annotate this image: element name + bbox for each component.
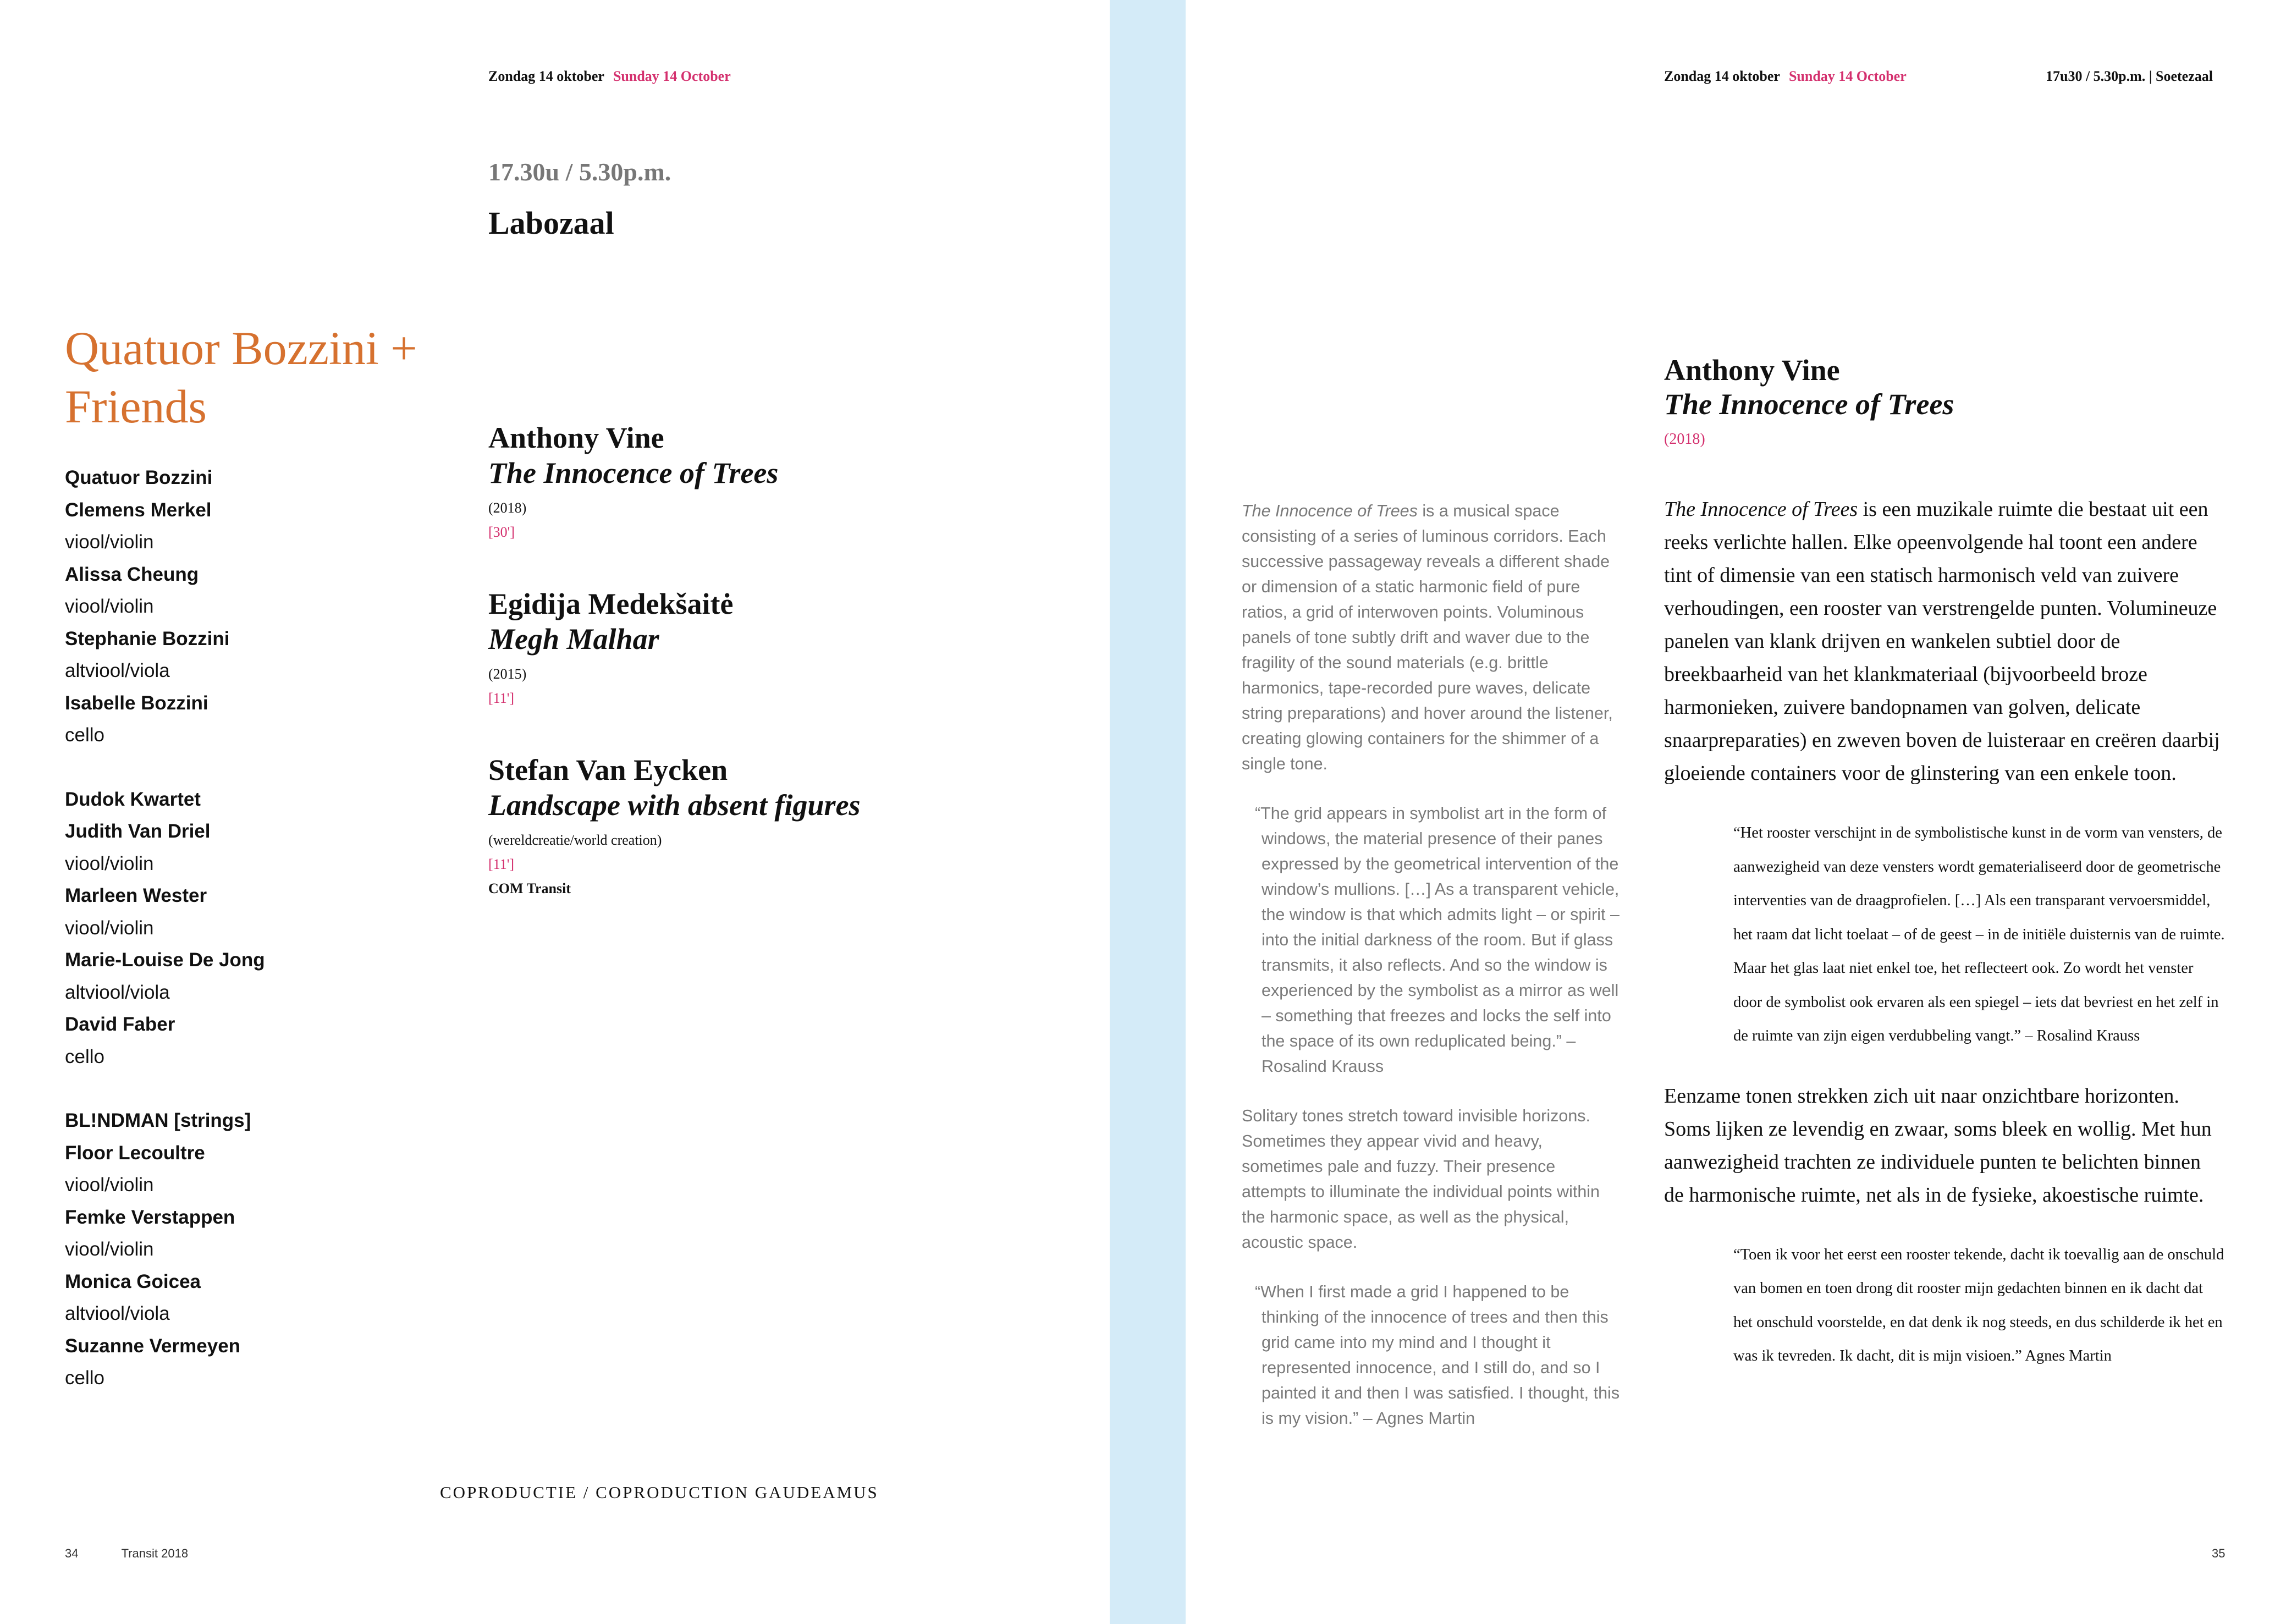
performer-role: viool/violin (65, 531, 154, 553)
coproduction-credit: COPRODUCTIE / COPRODUCTION GAUDEAMUS (440, 1483, 879, 1502)
dutch-work-heading (1664, 353, 2214, 452)
program-work (488, 420, 983, 544)
performer-name: Marleen Wester (65, 885, 207, 906)
group-name: Dudok Kwartet (65, 788, 201, 810)
english-work-title: The Innocence of Trees (1242, 502, 1418, 520)
page-gutter (1110, 0, 1186, 1624)
dutch-paragraph (1664, 493, 2225, 790)
ensemble-title: Quatuor Bozzini + Friends (65, 322, 417, 433)
english-text-column (1242, 498, 1621, 1455)
performer-roster (65, 462, 450, 1427)
performer-role: cello (65, 1045, 104, 1067)
performer-role: viool/violin (65, 596, 154, 617)
work-title: Landscape with absent figures (488, 789, 861, 822)
work-year: (2018) (488, 500, 527, 516)
runhead-time-venue: 17u30 / 5.30p.m. | Soetezaal (2046, 68, 2213, 84)
publication-name: Transit 2018 (121, 1546, 189, 1560)
concert-time: 17.30u / 5.30p.m. (488, 158, 671, 186)
page-number: 34 (65, 1546, 79, 1560)
right-running-header (1664, 68, 1907, 85)
work-duration: [11'] (488, 856, 515, 872)
program-work (488, 752, 983, 901)
left-footer (65, 1546, 188, 1561)
group-name: BL!NDMAN [strings] (65, 1110, 251, 1131)
work-year: (2018) (1664, 431, 1705, 448)
performer-role: cello (65, 724, 104, 746)
roster-group (65, 462, 450, 752)
work-year: (2015) (488, 666, 527, 682)
english-quote: “The grid appears in symbolist art in the form of windows, the material presence of their panes expressed by the geometrical intervention of the window’s mullions. […] As a transparent vehicle, the window is that which admits light – or spirit – into the initial darkness of the room. But if glass transmits, it also reflects. And so the window is experienced by the symbolist as a mirror as well – something that freezes and locks the self into the space of its own reduplicated being.” – Rosalind Krauss (1255, 804, 1620, 1076)
work-title: The Innocence of Trees (1664, 388, 1954, 421)
work-composer: Anthony Vine (488, 421, 664, 454)
performer-name: Clemens Merkel (65, 499, 212, 521)
performer-role: viool/violin (65, 917, 154, 939)
program-work (488, 586, 983, 711)
concert-venue: Labozaal (488, 205, 614, 241)
english-paragraph: Solitary tones stretch toward invisible horizons. Sometimes they appear vivid and heavy, sometimes pale and fuzzy. Their presence attempts to illuminate the individual points within the harmonic space, as well as the physical, acoustic space. (1242, 1106, 1600, 1252)
page-number: 35 (2212, 1546, 2226, 1560)
performer-name: Isabelle Bozzini (65, 692, 208, 714)
performer-name: Floor Lecoultre (65, 1142, 205, 1164)
performer-role: cello (65, 1367, 104, 1389)
dutch-paragraph-text: is een muzikale ruimte die bestaat uit een reeks verlichte hallen. Elke opeenvolgende hal toont een andere tint of dimensie van een statisch harmonisch veld van zuivere verhoudingen, een rooster van verstrengelde punten. Volumineuze panelen van klank drijven en wankelen subtiel door de breekbaarheid van het klankmateriaal (bijvoorbeeld broze harmonieken, zuivere bandopnamen van golven, delicate snaarpreparaties) en zweven boven de luisteraar en creëren daarbij gloeiende containers voor de glinstering van een enkele toon. (1664, 498, 2220, 785)
english-quote: “When I first made a grid I happened to be thinking of the innocence of trees and then this grid came into my mind and I thought it represented innocence, and I still do, and so I painted it and then I was satisfied. I thought, this is my vision.” – Agnes Martin (1255, 1282, 1620, 1428)
performer-role: altviool/viola (65, 981, 170, 1003)
performer-name: Judith Van Driel (65, 821, 211, 842)
roster-group (65, 784, 450, 1074)
dutch-text-column (1664, 493, 2225, 1400)
performer-role: viool/violin (65, 1238, 154, 1260)
runhead-date-en: Sunday 14 October (613, 68, 731, 84)
left-running-header (488, 68, 731, 85)
work-title: The Innocence of Trees (488, 456, 779, 489)
dutch-quote: “Toen ik voor het eerst een rooster tekende, dacht ik toevallig aan de onschuld van bomen en toen drong dit rooster mijn gedachten binnen en ik dacht dat het onschuld voorstelde, en dat denk ik nog steeds, en dus schilderde ik het en was ik tevreden. Ik dacht, dit is mijn visioen.” Agnes Martin (1733, 1246, 2224, 1364)
work-year: (wereldcreatie/world creation) (488, 832, 662, 848)
performer-role: altviool/viola (65, 660, 170, 681)
english-paragraph-text: is a musical space consisting of a series of luminous corridors. Each successive passageway reveals a different shade or dimension of a static harmonic field of pure ratios, a grid of interwoven points. Voluminous panels of tone subtly drift and waver due to the fragility of the sound materials (e.g. brittle harmonics, tape-recorded pure waves, delicate string preparations) and hover around the listener, creating glowing containers for the shimmer of a single tone. (1242, 502, 1613, 773)
performer-role: altviool/viola (65, 1303, 170, 1324)
dutch-work-title: The Innocence of Trees (1664, 498, 1858, 521)
performer-name: Femke Verstappen (65, 1206, 235, 1228)
performer-name: Alissa Cheung (65, 563, 199, 585)
work-composer: Egidija Medekšaitė (488, 587, 734, 620)
work-duration: [30'] (488, 524, 515, 540)
work-composer: Anthony Vine (1664, 354, 1840, 387)
performer-name: Suzanne Vermeyen (65, 1335, 241, 1357)
runhead-date-en: Sunday 14 October (1788, 68, 1907, 84)
roster-group (65, 1105, 450, 1395)
performer-role: viool/violin (65, 852, 154, 874)
work-duration: [11'] (488, 690, 515, 706)
work-composer: Stefan Van Eycken (488, 753, 728, 786)
performer-name: Monica Goicea (65, 1270, 201, 1292)
work-note: COM Transit (488, 880, 571, 896)
performer-name: Stephanie Bozzini (65, 627, 230, 649)
work-title: Megh Malhar (488, 623, 659, 656)
dutch-quote: “Het rooster verschijnt in de symbolistische kunst in de vorm van vensters, de aanwezigheid van deze vensters wordt gematerialiseerd door de geometrische interventies van de draagprofielen. […] Als een transparant vervoersmiddel, het raam dat licht toelaat – of de geest – in de initiële duisternis van de ruimte. Maar het glas laat niet enkel toe, het reflecteert ook. Zo wordt het venster door de symbolist ook ervaren als een spiegel – iets dat bevriest en het zelf in de ruimte van zijn eigen verdubbeling vangt.” – Rosalind Krauss (1733, 824, 2225, 1044)
dutch-paragraph: Eenzame tonen strekken zich uit naar onzichtbare horizonten. Soms lijken ze levendig en zwaar, soms bleek en wollig. Met hun aanwezigheid trachten ze individuele punten te belichten binnen de harmonische ruimte, net als in de fysieke, akoestische ruimte. (1664, 1084, 2212, 1207)
performer-role: viool/violin (65, 1174, 154, 1196)
runhead-date-nl: Zondag 14 oktober (488, 68, 604, 84)
performer-name: Marie-Louise De Jong (65, 949, 265, 971)
english-paragraph (1242, 498, 1621, 777)
runhead-date-nl: Zondag 14 oktober (1664, 68, 1780, 84)
group-name: Quatuor Bozzini (65, 467, 213, 488)
performer-name: David Faber (65, 1014, 175, 1035)
